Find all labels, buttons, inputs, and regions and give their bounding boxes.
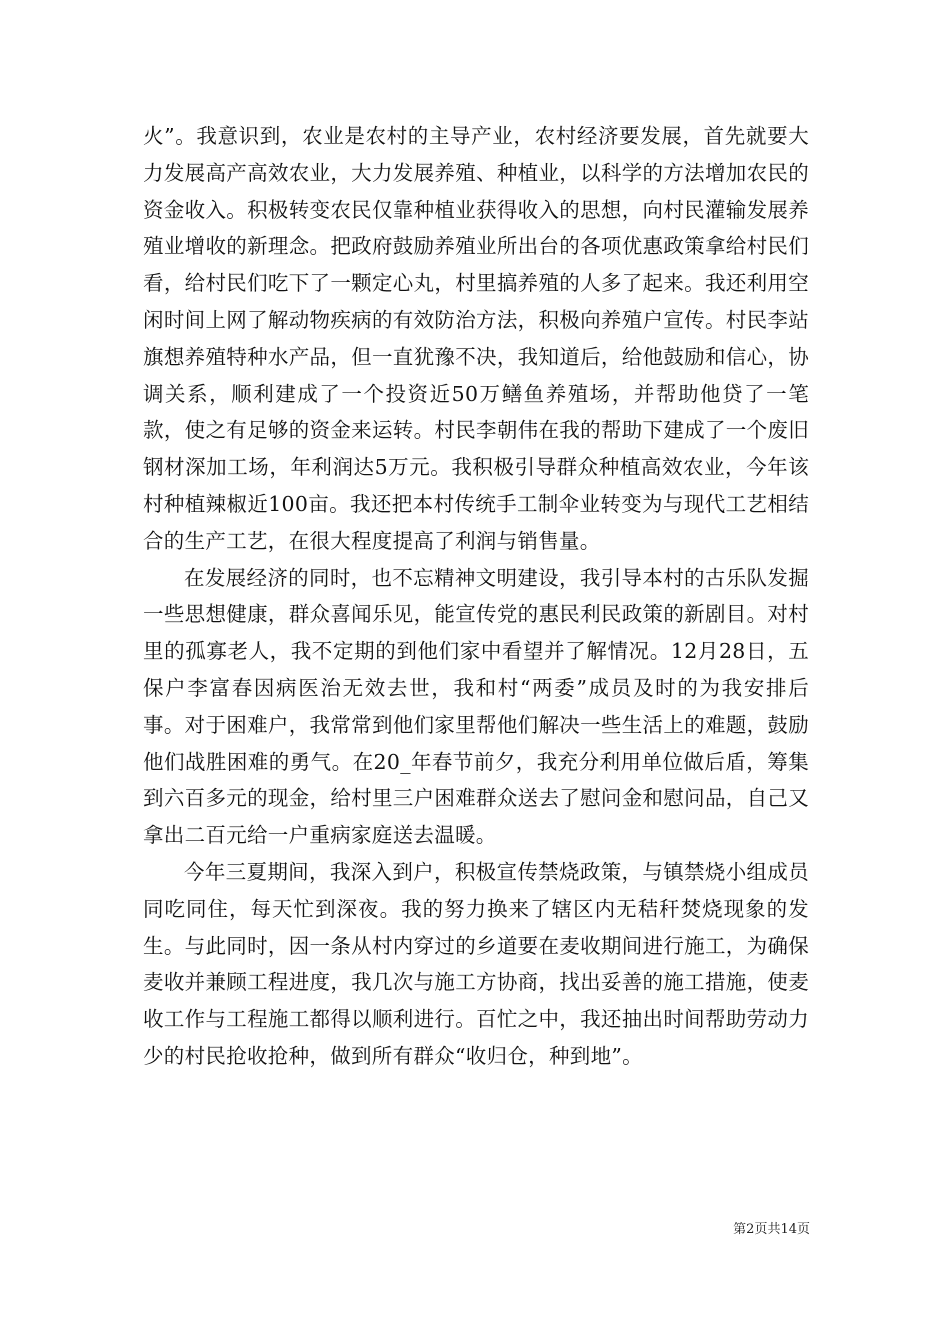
paragraph-summer-harvest: 今年三夏期间，我深入到户，积极宣传禁烧政策，与镇禁烧小组成员同吃同住，每天忙到深夜。我的努力换来了辖区内无秸秆焚烧现象的发生。与此同时，因一条从村内穿过的乡道要在麦收期间进行施工，为确保麦收并兼顾工程进度，我几次与施工方协商，找出妥善的施工措施，使麦收工作与工程施工都得以顺利进行。百忙之中，我还抽出时间帮助劳动力少的村民抢收抢种，做到所有群众“收归仓，种到地”。 <box>143 859 809 1068</box>
page-number: 第2页共14页 <box>733 1222 810 1237</box>
paragraph-civilization: 在发展经济的同时，也不忘精神文明建设，我引导本村的古乐队发掘一些思想健康，群众喜闻乐见，能宣传党的惠民利民政策的新剧目。对村里的孤寡老人，我不定期的到他们家中看望并了解情况。12月28日，五保户李富春因病医治无效去世，我和村“两委”成员及时的为我安排后事。对于困难户，我常常到他们家里帮他们解决一些生活上的难题，鼓励他们战胜困难的勇气。在20_年春节前夕，我充分利用单位做后盾，筹集到六百多元的现金，给村里三户困难群众送去了慰问金和慰问品，自己又拿出二百元给一户重病家庭送去温暖。 <box>143 565 809 848</box>
paragraph-economy: 火”。我意识到，农业是农村的主导产业，农村经济要发展，首先就要大力发展高产高效农业，大力发展养殖、种植业，以科学的方法增加农民的资金收入。积极转变农民仅靠种植业获得收入的思想，向村民灌输发展养殖业增收的新理念。把政府鼓励养殖业所出台的各项优惠政策拿给村民们看，给村民们吃下了一颗定心丸，村里搞养殖的人多了起来。我还利用空闲时间上网了解动物疾病的有效防治方法，积极向养殖户宣传。村民李站旗想养殖特种水产品，但一直犹豫不决，我知道后，给他鼓励和信心，协调关系，顺利建成了一个投资近50万鳝鱼养殖场，并帮助他贷了一笔款，使之有足够的资金来运转。村民李朝伟在我的帮助下建成了一个废旧钢材深加工场，年利润达5万元。我积极引导群众种植高效农业，今年该村种植辣椒近100亩。我还把本村传统手工制伞业转变为与现代工艺相结合的生产工艺，在很大程度提高了利润与销售量。 <box>143 124 809 553</box>
document-body <box>143 118 809 1075</box>
